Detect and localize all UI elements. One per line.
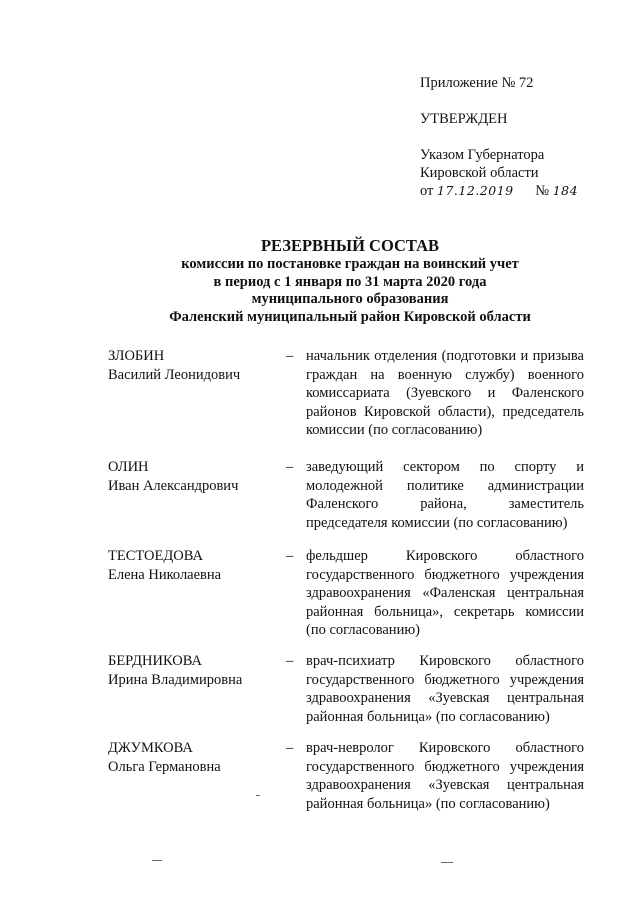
member-dash: – (286, 740, 294, 756)
member-surname: ОЛИН (108, 459, 149, 475)
member-surname: ТЕСТОЕДОВА (108, 548, 203, 564)
member-role: заведующий сектором по спорту и молодежной политике администрации Фаленского района, заместитель председателя комиссии (по согласованию) (306, 459, 584, 531)
member-surname: ДЖУМКОВА (108, 740, 193, 756)
decree-line-2: Кировской области (420, 165, 539, 181)
member-dash: – (286, 653, 294, 669)
number-label: № (535, 183, 550, 199)
decree-date-number (420, 182, 578, 200)
member-name (108, 458, 278, 495)
member-given-name: Ирина Владимировна (108, 671, 243, 688)
member-given-name: Иван Александрович (108, 477, 239, 494)
member-name (108, 347, 278, 384)
member-dash: – (286, 548, 294, 564)
member-surname: БЕРДНИКОВА (108, 653, 203, 669)
member-name (108, 547, 278, 584)
member-dash: – (286, 348, 294, 364)
member-role: врач-невролог Кировского областного государственного бюджетного учреждения здравоохранения «Зуевская центральная районная больница» (по согласованию) (306, 740, 584, 812)
member-given-name: Василий Леонидович (108, 366, 241, 383)
member-role: начальник отделения (подготовки и призыва граждан на военную службу) военного комиссариата (Зуевского и Фаленского районов Кировской области), председатель комиссии (по согласованию) (306, 348, 584, 438)
approved-label: УТВЕРЖДЕН (420, 111, 508, 127)
member-given-name: Елена Николаевна (108, 566, 222, 583)
scan-speck (441, 862, 453, 863)
title-line-3: муниципального образования (251, 291, 449, 307)
title-main: РЕЗЕРВНЫЙ СОСТАВ (260, 236, 440, 255)
member-name (108, 652, 278, 689)
from-label: от (420, 183, 434, 199)
member-given-name: Ольга Германовна (108, 758, 221, 775)
appendix-number: Приложение № 72 (420, 75, 534, 91)
title-line-4: Фаленский муниципальный район Кировской области (169, 308, 531, 325)
member-role: фельдшер Кировского областного государственного бюджетного учреждения здравоохранения «Фаленская центральная районная больница», секретарь комиссии (по согласованию) (306, 548, 584, 638)
member-surname: ЗЛОБИН (108, 348, 165, 364)
handwritten-date: 17.12.2019 (437, 183, 514, 198)
member-name (108, 739, 278, 776)
approval-block (420, 74, 578, 200)
document-title (100, 236, 600, 326)
member-dash: – (286, 459, 294, 475)
title-line-2: в период с 1 января по 31 марта 2020 года (213, 273, 487, 290)
decree-line-1: Указом Губернатора (420, 147, 545, 163)
scan-speck (152, 860, 162, 861)
member-role: врач-психиатр Кировского областного государственного бюджетного учреждения здравоохранения «Зуевская центральная районная больница» (по согласованию) (306, 653, 584, 725)
title-line-1: комиссии по постановке граждан на воинский учет (181, 256, 519, 272)
handwritten-number: 184 (552, 183, 579, 198)
scan-speck (256, 795, 260, 796)
